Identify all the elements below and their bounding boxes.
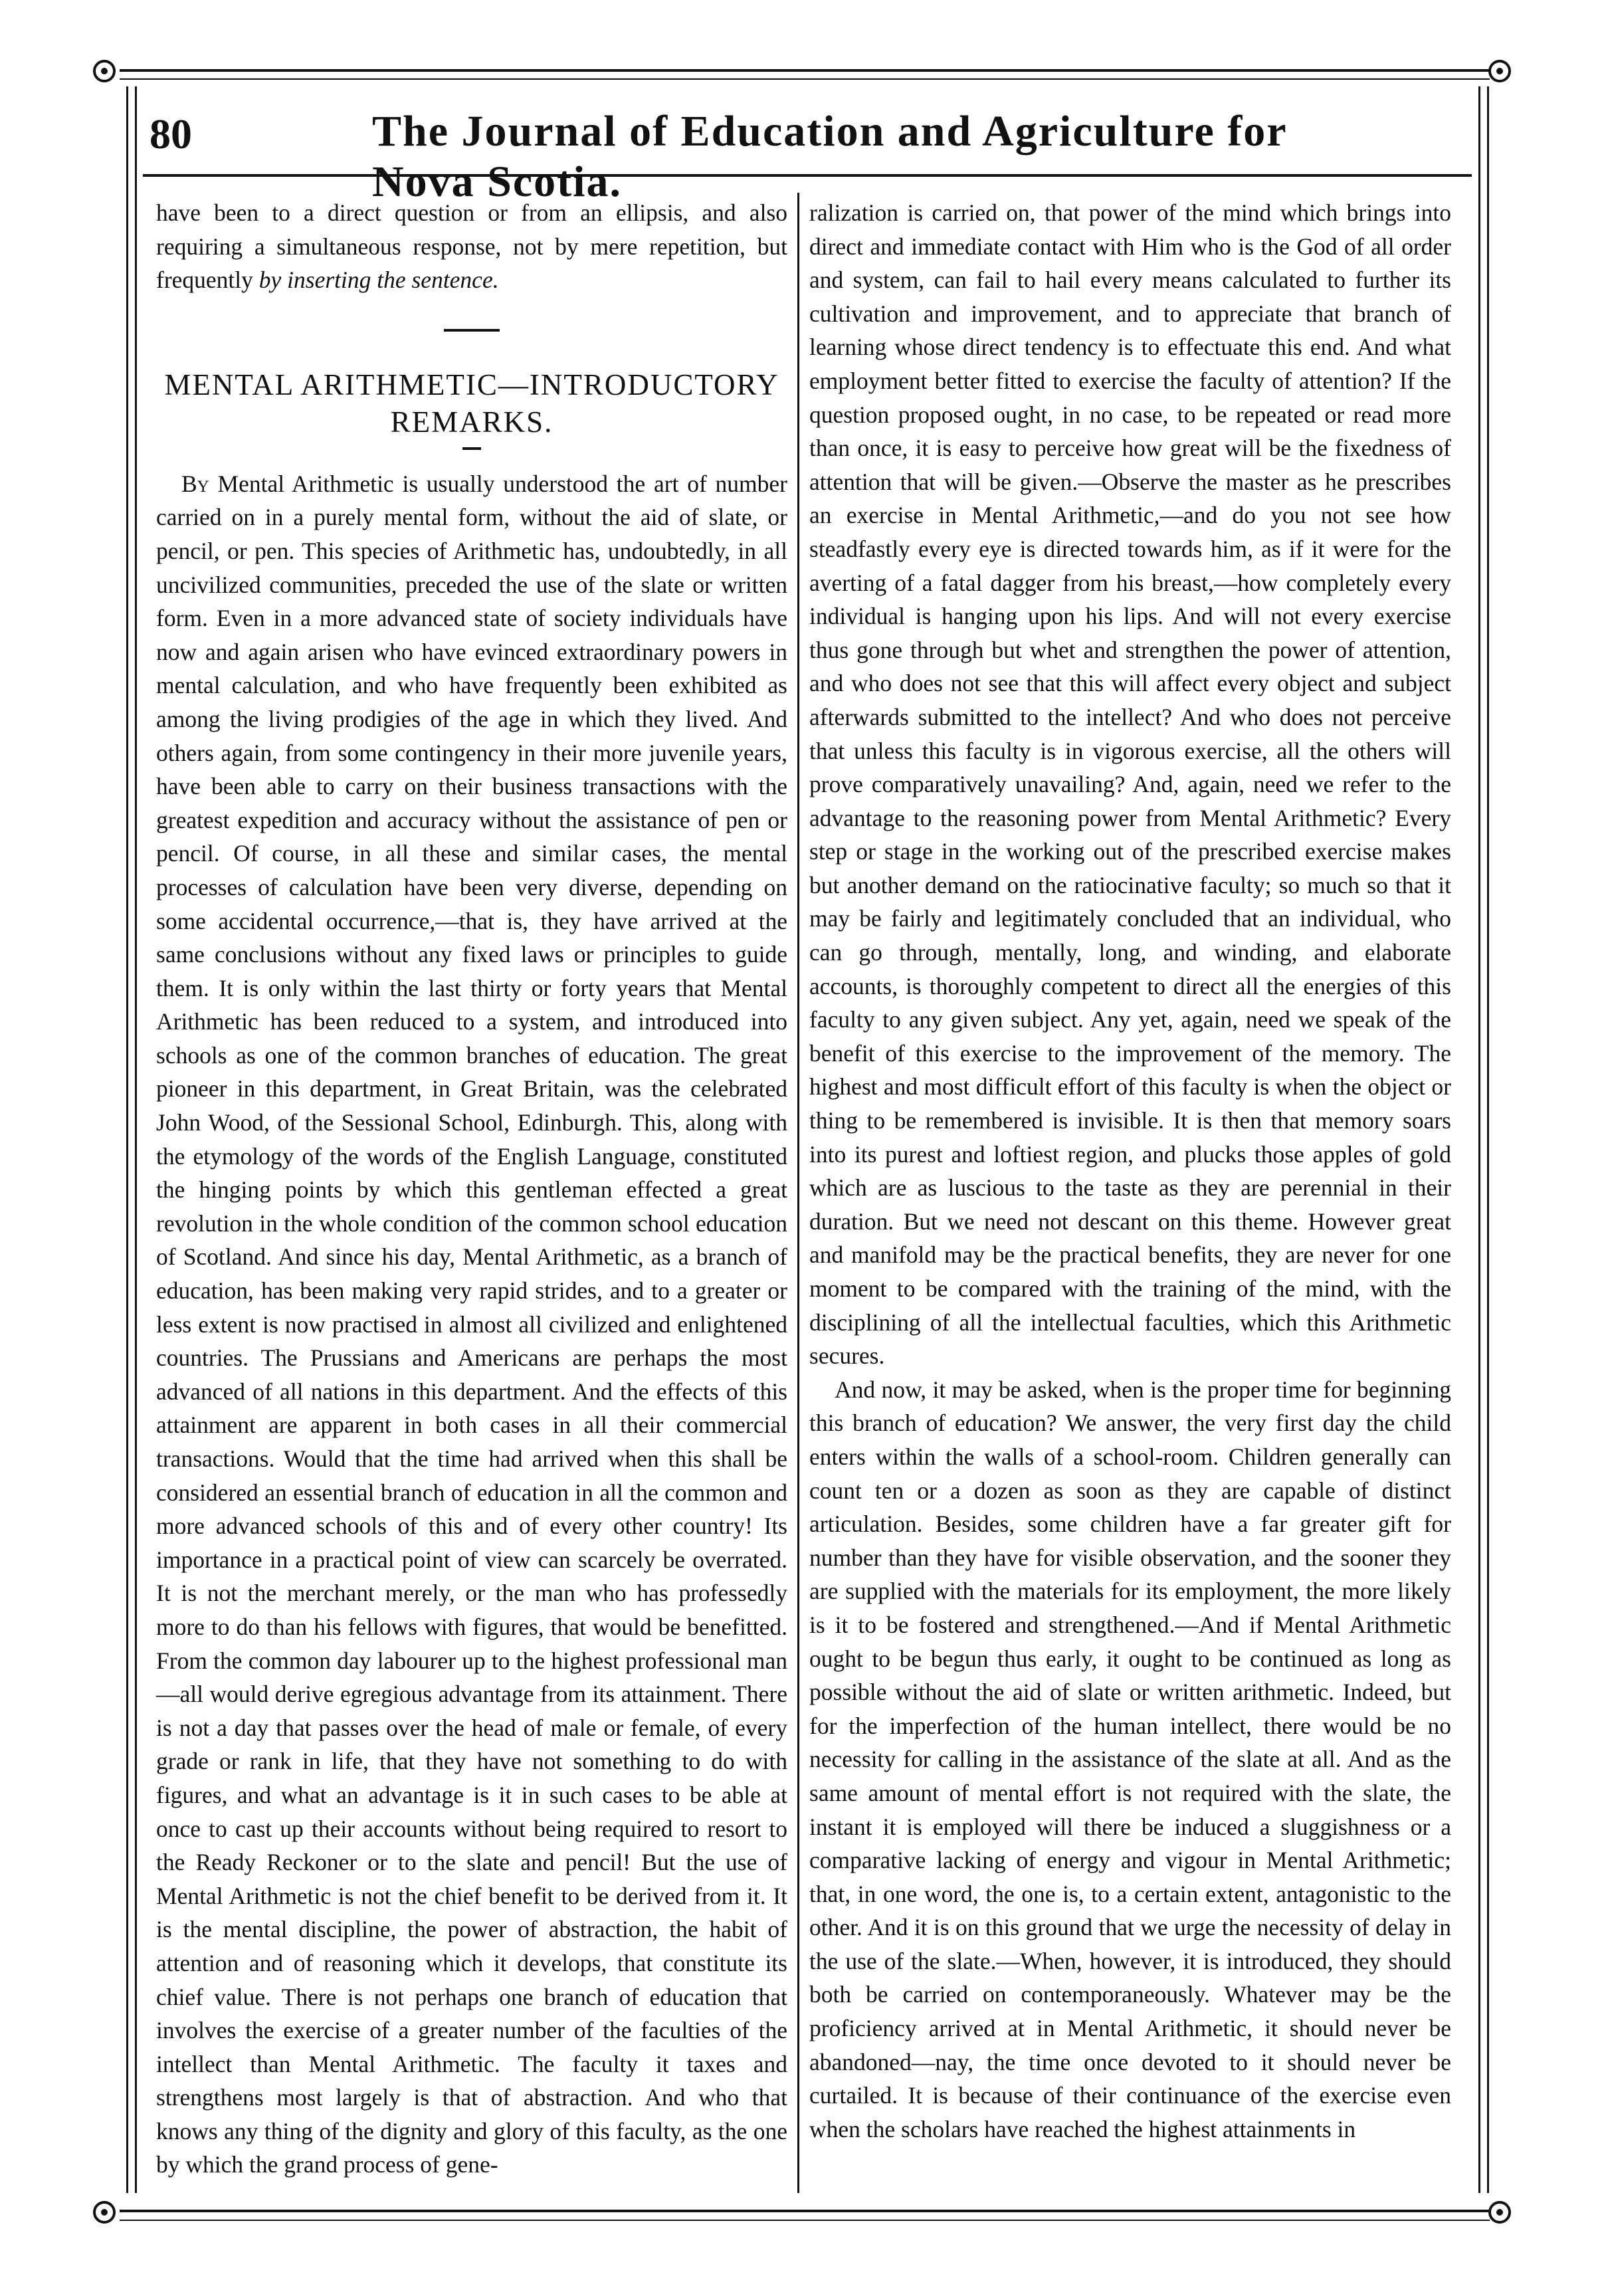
column-divider xyxy=(797,193,799,2193)
continuation-text: have been to a direct question or from an ellipsis, and also requiring a simultaneous response, not by mere repetition, but frequently xyxy=(156,199,787,294)
section-divider xyxy=(444,329,500,332)
left-border-rule xyxy=(126,86,128,2193)
right-border-rule-inner xyxy=(1487,86,1489,2193)
bottom-border-rule-inner xyxy=(120,2220,1490,2221)
bottom-border-rule xyxy=(120,2210,1490,2212)
top-border-rule xyxy=(120,69,1490,72)
corner-ornament-top-left xyxy=(93,60,116,82)
corner-ornament-top-right xyxy=(1488,60,1511,82)
article-title: MENTAL ARITHMETIC—INTRODUCTORY REMARKS. xyxy=(164,367,779,439)
page-number: 80 xyxy=(150,110,192,157)
top-border-rule-inner xyxy=(120,78,1490,80)
left-column xyxy=(156,196,787,2182)
left-border-rule-inner xyxy=(135,86,137,2193)
lead-word: By xyxy=(181,470,209,497)
continuation-italic-text: by inserting the sentence. xyxy=(258,266,499,294)
article-paragraph: And now, it may be asked, when is the proper time for beginning this branch of education? We answer, the very first day the child enters within the walls of a school-room. Children generally can count ten or a dozen as soon as they are capable of distinct articulation. Besides, some children have a far greater gift for number than they have for visible observation, and the sooner they are supplied with the materials for its employment, the more likely is it to be fostered and strengthened.—And if Mental Arithmetic ought to be begun thus early, it ought to be continued as long as possible without the aid of slate or written arithmetic. Indeed, but for the imperfection of the human intellect, there would be no necessity for calling in the assistance of the slate at all. And as the same amount of mental effort is not required with the slate, the instant it is employed will there be induced a sluggishness or a comparative lacking of energy and vigour in Mental Arithmetic; that, in one word, the one is, to a certain extent, antagonistic to the other. And it is on this ground that we urge the necessity of delay in the use of the slate.—When, however, it is introduced, they should both be carried on contemporaneously. Whatever may be the proficiency arrived at in Mental Arithmetic, it should never be abandoned—nay, the time once devoted to it should never be curtailed. It is because of their continuance of the exercise even when the scholars have reached the highest attainments in xyxy=(809,1376,1451,2142)
right-border-rule xyxy=(1478,86,1480,2193)
title-dash xyxy=(462,447,481,450)
corner-ornament-bottom-right xyxy=(1488,2201,1511,2224)
corner-ornament-bottom-left xyxy=(93,2201,116,2224)
continuation-paragraph xyxy=(156,196,787,297)
article-paragraph xyxy=(156,467,787,2182)
right-column xyxy=(809,196,1451,2146)
paragraph-text: Mental Arithmetic is usually understood the art of number carried on in a purely mental form, without the aid of slate, or pencil, or pen. This species of Arithmetic has, undoubtedly, in all uncivilized communities, preceded the use of the slate or written form. Even in a more advanced state of society individuals have now and again arisen who have evinced extraordinary powers in mental calculation, and who have frequently been exhibited as among the living prodigies of the age in which they lived. And others again, from some contingency in their more juvenile years, have been able to carry on their business transactions with the greatest expedition and accuracy without the assistance of pen or pencil. Of course, in all these and similar cases, the mental processes of calculation have been very diverse, depending on some accidental occurrence,—that is, they have arrived at the same conclusions without any fixed laws or principles to guide them. It is only within the last thirty or forty years that Mental Arithmetic has been reduced to a system, and introduced into schools as one of the common branches of education. The great pioneer in this department, in Great Britain, was the celebrated John Wood, of the Sessional School, Edinburgh. This, along with the etymology of the words of the English Language, constituted the hinging points by which this gentleman effected a great revolution in the whole condition of the common school education of Scotland. And since his day, Mental Arithmetic, as a branch of education, has been making very rapid strides, and to a greater or less extent is now practised in almost all civilized and enlightened countries. The Prussians and Americans are perhaps the most advanced of all nations in this department. And the effects of this attainment are apparent in both cases in all their commercial transactions. Would that the time had arrived when this shall be considered an essential branch of education in all the common and more advanced schools of this and of every other country! Its importance in a practical point of view can scarcely be overrated. It is not the merchant merely, or the man who has professedly more to do than his fellows with figures, that would be benefitted. From the common day labourer up to the highest professional man—all would derive egregious advantage from its attainment. There is not a day that passes over the head of male or female, of every grade or rank in life, that they have not something to do with figures, and what an advantage is it in such cases to be able at once to cast up their accounts without being required to resort to the Ready Reckoner or to the slate and pencil! But the use of Mental Arithmetic is not the chief benefit to be derived from it. It is the mental discipline, the power of abstraction, the habit of attention and of reasoning which it develops, that constitute its chief value. There is not perhaps one branch of education that involves the exercise of a greater number of the faculties of the intellect than Mental Arithmetic. The faculty it taxes and strengthens most largely is that of abstraction. And who that knows any thing of the dignity and glory of this faculty, as the one by which the grand process of gene- xyxy=(156,470,787,2178)
continued-paragraph: ralization is carried on, that power of the mind which brings into direct and immediate contact with Him who is the God of all order and system, can fail to hail every means calculated to further its cultivation and improvement, and to appreciate that branch of learning whose direct tendency is to effectuate this end. And what employment better fitted to exercise the faculty of attention? If the question proposed ought, in no case, to be repeated or read more than once, it is easy to perceive how great will be the fixedness of attention that will be given.—Observe the master as he prescribes an exercise in Mental Arithmetic,—and do you not see how steadfastly every eye is directed towards him, as if it were for the averting of a fatal dagger from his breast,—how completely every individual is hanging upon his lips. And will not every exercise thus gone through but whet and strengthen the power of attention, and who does not see that this will affect every object and subject afterwards submitted to the intellect? And who does not perceive that unless this faculty is in vigorous exercise, all the others will prove comparatively unavailing? And, again, need we refer to the advantage to the reasoning power from Mental Arithmetic? Every step or stage in the working out of the prescribed exercise makes but another demand on the ratiocinative faculty; so much so that it may be fairly and legitimately concluded that an individual, who can go through, mentally, long, and winding, and elaborate accounts, is thoroughly competent to direct all the energies of this faculty to any given subject. Any yet, again, need we speak of the benefit of this exercise to the improvement of the memory. The highest and most difficult effort of this faculty is when the object or thing to be remembered is invisible. It is then that memory soars into its purest and loftiest region, and plucks those apples of gold which are as luscious to the taste as they are perennial in their duration. But we need not descant on this theme. However great and manifold may be the practical benefits, they are never for one moment to be compared with the training of the mind, with the disciplining of all the intellectual faculties, which this Arithmetic secures. xyxy=(809,199,1451,1370)
journal-title: The Journal of Education and Agriculture for Nova Scotia. xyxy=(372,107,1287,206)
